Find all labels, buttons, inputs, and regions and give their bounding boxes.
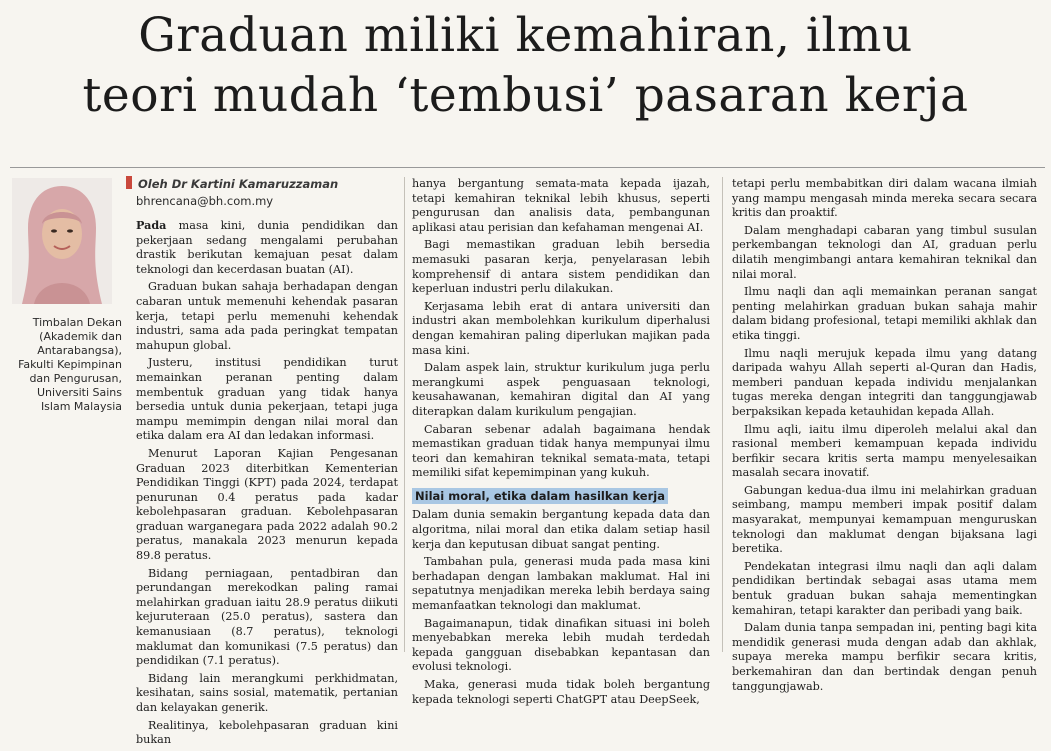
lead-word: Pada bbox=[136, 218, 167, 232]
column-divider bbox=[404, 177, 405, 652]
paragraph bbox=[136, 218, 398, 277]
section-divider bbox=[10, 167, 1045, 168]
article-column-3 bbox=[732, 177, 1037, 697]
paragraph: Ilmu naqli merujuk kepada ilmu yang datang daripada wahyu Allah seperti al-Quran dan Hadis, memberi panduan kepada individu menjalankan tugas mereka dengan integriti dan tanggungjawab berpaksikan kepada ketauhidan kepada Allah. bbox=[732, 346, 1037, 418]
column-divider bbox=[722, 177, 723, 652]
article-column-1 bbox=[136, 218, 398, 751]
paragraph-text: masa kini, dunia pendidikan dan pekerjaan sedang mengalami perubahan drastik berikutan kemajuan pesat dalam teknologi dan kecerdasan buatan (AI). bbox=[136, 219, 398, 276]
article-column-2 bbox=[412, 177, 710, 710]
paragraph: Ilmu naqli dan aqli memainkan peranan sangat penting melahirkan graduan bukan sahaja mahir dalam bidang profesional, tetapi memiliki akhlak dan etika tinggi. bbox=[732, 285, 1037, 342]
paragraph: Bagaimanapun, tidak dinafikan situasi ini boleh menyebabkan mereka lebih mudah terdedah kepada gangguan disebabkan kepantasan dan evolusi teknologi. bbox=[412, 616, 710, 674]
paragraph: Ilmu aqli, iaitu ilmu diperoleh melalui akal dan rasional memberi kemampuan kepada individu berfikir secara kritis serta mampu menyelesaikan masalah secara inovatif. bbox=[732, 422, 1037, 480]
paragraph: Gabungan kedua-dua ilmu ini melahirkan graduan seimbang, mampu memberi impak positif dalam masyarakat, mempunyai kemampuan menguruskan teknologi dan maklumat dengan bijaksana lagi beretika. bbox=[732, 483, 1037, 556]
paragraph: Tambahan pula, generasi muda pada masa kini berhadapan dengan lambakan maklumat. Hal ini sepatutnya menjadikan mereka lebih berdaya saing memanfaatkan teknologi dan maklumat. bbox=[412, 555, 710, 613]
paragraph: hanya bergantung semata-mata kepada ijazah, tetapi kemahiran teknikal lebih khusus, seperti pengurusan dan analisis data, pembangunan aplikasi atau perisian dan kefahaman mengenai AI. bbox=[412, 177, 710, 234]
paragraph: Bidang perniagaan, pentadbiran dan perundangan merekodkan paling ramai melahirkan graduan iaitu 28.9 peratus diikuti kejuruteraan (25.0 peratus), sastera dan kemanusiaan (8.7 peratus), teknologi maklumat dan komunikasi (7.5 peratus) dan pendidikan (7.1 peratus). bbox=[136, 566, 398, 668]
paragraph: Dalam menghadapi cabaran yang timbul susulan perkembangan teknologi dan AI, graduan perlu dilatih mengimbangi antara kemahiran teknikal dan nilai moral. bbox=[732, 223, 1037, 281]
author-portrait-icon bbox=[12, 178, 112, 304]
author-sidebar bbox=[10, 178, 122, 414]
paragraph: Menurut Laporan Kajian Pengesanan Graduan 2023 diterbitkan Kementerian Pendidikan Tinggi (KPT) pada 2024, terdapat penurunan 0.4 peratus pada kadar kebolehpasaran graduan. Kebolehpasaran graduan warganegara pada 2022 adalah 90.2 peratus, manakala 2023 menurun kepada 89.8 peratus. bbox=[136, 446, 398, 563]
headline bbox=[0, 6, 1051, 126]
section-subheading: Nilai moral, etika dalam hasilkan kerja bbox=[412, 488, 668, 505]
byline: Oleh Dr Kartini Kamaruzzaman bbox=[138, 177, 339, 191]
paragraph: Graduan bukan sahaja berhadapan dengan cabaran untuk memenuhi kehendak pasaran kerja, tetapi perlu memenuhi kehendak industri, sama ada pada peringkat tempatan mahupun global. bbox=[136, 280, 398, 352]
paragraph: Pendekatan integrasi ilmu naqli dan aqli dalam pendidikan bertindak sebagai asas utama mem bentuk graduan bukan sahaja mementingkan kemahiran, tetapi karakter dan peribadi yang baik. bbox=[732, 559, 1037, 617]
paragraph: tetapi perlu membabitkan diri dalam wacana ilmiah yang mampu mengasah minda mereka secara secara kritis dan proaktif. bbox=[732, 177, 1037, 220]
author-email[interactable]: bhrencana@bh.com.my bbox=[136, 194, 274, 208]
paragraph: Bidang lain merangkumi perkhidmatan, kesihatan, sains sosial, matematik, pertanian dan kelayakan generik. bbox=[136, 671, 398, 714]
author-caption: Timbalan Dekan (Akademik dan Antarabangsa), Fakulti Kepimpinan dan Pengurusan, Universiti Sains Islam Malaysia bbox=[18, 316, 122, 413]
paragraph: Maka, generasi muda tidak boleh bergantung kepada teknologi seperti ChatGPT atau DeepSeek, bbox=[412, 678, 710, 706]
paragraph: Dalam aspek lain, struktur kurikulum juga perlu merangkumi aspek penguasaan teknologi, keusahawanan, kemahiran digital dan AI yang diterapkan dalam kurikulum pengajian. bbox=[412, 361, 710, 418]
paragraph: Realitinya, kebolehpasaran graduan kini bukan bbox=[136, 718, 398, 747]
headline-line-2: teori mudah ‘tembusi’ pasaran kerja bbox=[82, 68, 969, 123]
paragraph: Justeru, institusi pendidikan turut memainkan peranan penting dalam membentuk graduan yang tidak hanya bersedia untuk dunia pekerjaan, tetapi juga mampu memimpin dengan nilai moral dan etika dalam era AI dan ledakan informasi. bbox=[136, 356, 398, 443]
paragraph: Dalam dunia semakin bergantung kepada data dan algoritma, nilai moral dan etika dalam setiap hasil kerja dan keputusan dibuat sangat penting. bbox=[412, 508, 710, 551]
headline-line-1: Graduan miliki kemahiran, ilmu bbox=[138, 8, 913, 63]
paragraph: Bagi memastikan graduan lebih bersedia memasuki pasaran kerja, penyelarasan lebih komprehensif di antara sistem pendidikan dan keperluan industri perlu dilakukan. bbox=[412, 238, 710, 296]
paragraph: Dalam dunia tanpa sempadan ini, penting bagi kita mendidik generasi muda dengan adab dan akhlak, supaya mereka mampu berfikir secara kritis, berkemahiran dan dan bertindak dengan penuh tanggungjawab. bbox=[732, 621, 1037, 693]
byline-accent bbox=[126, 176, 132, 189]
paragraph: Kerjasama lebih erat di antara universiti dan industri akan membolehkan kurikulum diperhalusi dengan kemahiran paling diperlukan majikan pada masa kini. bbox=[412, 299, 710, 357]
paragraph: Cabaran sebenar adalah bagaimana hendak memastikan graduan tidak hanya mempunyai ilmu teori dan kemahiran teknikal semata-mata, tetapi memiliki sifat kepemimpinan yang kukuh. bbox=[412, 422, 710, 480]
author-photo bbox=[12, 178, 112, 304]
